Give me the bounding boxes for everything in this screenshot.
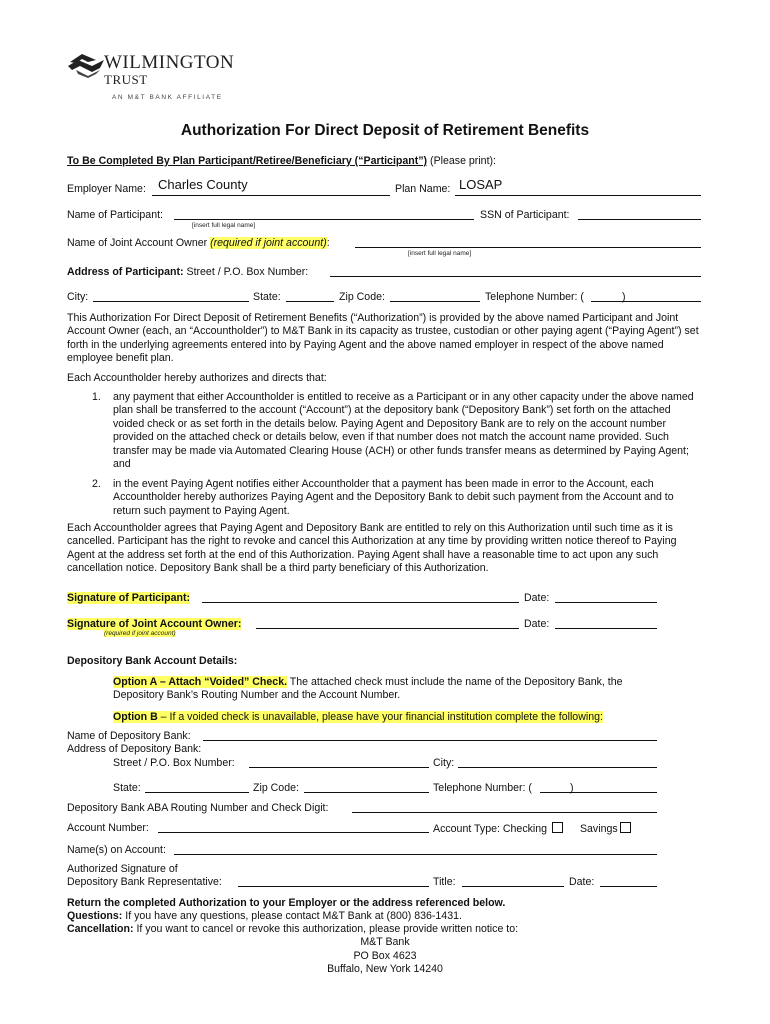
bank-state-field[interactable] <box>145 780 249 793</box>
intro-paragraph: This Authorization For Direct Deposit of Retirement Benefits (“Authorization”) is provided by the above named Participant and Joint Account Owner (each, an “Accountholder”) to M&T Bank in its capacity as trustee, custodian or other paying agent (“Paying Agent”) set forth in the underlying agreements entered into by Paying Agent and the above named employer in respect of the above named employee benefit plan. <box>67 312 699 365</box>
joint-owner-label <box>67 237 330 249</box>
address-label-rest: Street / P.O. Box Number: <box>183 266 309 278</box>
savings-checkbox[interactable] <box>620 822 631 833</box>
city-label: City: <box>67 291 89 303</box>
logo-name-line1: WILMINGTON <box>104 52 235 73</box>
bank-phone-field[interactable] <box>540 780 657 793</box>
bank-phone-close: ) <box>570 782 574 794</box>
bank-name-label: Name of Depository Bank: <box>67 730 191 742</box>
participant-signature-date-field[interactable] <box>555 590 657 603</box>
joint-signature-date-label: Date: <box>524 618 550 630</box>
savings-label: Savings <box>579 823 618 835</box>
option-a <box>113 676 665 703</box>
directs-paragraph: Each Accountholder hereby authorizes and directs that: <box>67 372 327 384</box>
auth-signature-label-1: Authorized Signature of <box>67 863 178 875</box>
joint-signature-label: Signature of Joint Account Owner: <box>67 618 242 630</box>
bank-city-label: City: <box>433 757 455 769</box>
page-title: Authorization For Direct Deposit of Retirement Benefits <box>180 122 590 139</box>
item2-text: in the event Paying Agent notifies either Accountholder that a payment has been made in error to the Account, each Accountholder hereby authorizes Paying Agent and the Depository Bank to debit such payment from the Account and to return such payment to Paying Agent. <box>113 478 674 517</box>
participant-signature-field[interactable] <box>202 590 519 603</box>
questions <box>67 910 462 922</box>
return-instructions: Return the completed Authorization to your Employer or the address referenced below. <box>67 897 506 909</box>
plan-name-value: LOSAP <box>459 177 503 192</box>
cancellation <box>67 923 518 935</box>
bank-details-heading: Depository Bank Account Details: <box>67 655 238 667</box>
option-a-rest: The attached check must include the name of the Depository Bank, the Depository Bank’s Routing Number and the Account Number. <box>113 676 623 702</box>
state-field[interactable] <box>286 289 334 302</box>
bank-city-field[interactable] <box>458 755 657 768</box>
option-b-rest: – If a voided check is unavailable, please have your financial institution complete the following: <box>157 711 603 723</box>
bank-zip-label: Zip Code: <box>253 782 299 794</box>
account-type <box>433 822 631 835</box>
auth-title-label: Title: <box>433 876 456 888</box>
joint-signature-note-text: (required if joint account) <box>104 630 176 637</box>
joint-signature-field[interactable] <box>256 616 519 629</box>
joint-owner-note: (required if joint account) <box>210 237 327 249</box>
auth-signature-label-2: Depository Bank Representative: <box>67 876 222 888</box>
logo-affiliate: AN M&T BANK AFFILIATE <box>112 94 223 101</box>
address-label <box>67 266 308 278</box>
option-a-bold: Option A – Attach “Voided” Check. <box>113 676 288 688</box>
joint-owner-field[interactable] <box>355 235 701 248</box>
cancellation-bold: Cancellation: <box>67 923 134 935</box>
joint-signature-note <box>104 630 176 637</box>
questions-bold: Questions: <box>67 910 123 922</box>
account-type-label: Account Type: Checking <box>433 823 548 835</box>
auth-date-label: Date: <box>569 876 595 888</box>
address-field[interactable] <box>330 264 701 277</box>
cancellation-rest: If you want to cancel or revoke this authorization, please provide written notice to: <box>133 923 519 935</box>
mailing-address-line3: Buffalo, New York 14240 <box>327 963 443 975</box>
aba-field[interactable] <box>352 800 657 813</box>
participant-signature-label: Signature of Participant: <box>67 592 191 604</box>
ssn-field[interactable] <box>578 207 701 220</box>
item1-text: any payment that either Accountholder is entitled to receive as a Participant or in any other capacity under the above named plan shall be transferred to the account (“Account”) at the depository bank (“Depository Bank”) set forth on the attached voided check or as set forth in the details below. Paying Agent and Depository Bank are to rely on the account number provided on the attached check or details below, even if that number does not match the account name provided. Such transfer may be made via Automated Clearing House (ACH) or other funds transfer means as determined by Paying Agent; and <box>113 391 694 471</box>
bank-state-label: State: <box>113 782 141 794</box>
option-b <box>113 711 673 724</box>
bank-address-label: Address of Depository Bank: <box>67 743 202 755</box>
bank-name-field[interactable] <box>203 728 657 741</box>
joint-owner-hint: [insert full legal name] <box>408 250 472 257</box>
employer-name-field[interactable] <box>152 177 390 196</box>
names-on-account-label: Name(s) on Account: <box>67 844 166 856</box>
joint-signature-date-field[interactable] <box>555 616 657 629</box>
address-label-bold: Address of Participant: <box>67 266 184 278</box>
participant-name-hint: [insert full legal name] <box>192 222 256 229</box>
state-label: State: <box>253 291 281 303</box>
plan-name-field[interactable] <box>455 177 701 196</box>
wilmington-logo-icon <box>66 50 106 80</box>
instructions-bold: To Be Completed By Plan Participant/Retiree/Beneficiary (“Participant”) <box>67 155 428 167</box>
instructions-rest: (Please print): <box>427 155 496 167</box>
mailing-address-line2: PO Box 4623 <box>353 950 417 962</box>
plan-label: Plan Name: <box>395 183 451 195</box>
phone-field[interactable] <box>591 289 701 302</box>
phone-label: Telephone Number: ( <box>485 291 584 303</box>
logo <box>66 48 266 108</box>
questions-rest: If you have any questions, please contact M&T Bank at (800) 836-1431. <box>122 910 462 922</box>
bank-street-label: Street / P.O. Box Number: <box>113 757 235 769</box>
mailing-address-line1: M&T Bank <box>360 936 410 948</box>
city-field[interactable] <box>93 289 249 302</box>
phone-close: ) <box>622 291 626 303</box>
bank-street-field[interactable] <box>249 755 429 768</box>
agrees-paragraph: Each Accountholder agrees that Paying Agent and Depository Bank are entitled to rely on this Authorization until such time as it is cancelled. Participant has the right to revoke and cancel this Authorization at any time by providing written notice thereof to Paying Agent at the address set forth at the end of this Authorization. Paying Agent shall have a reasonable time to act upon any such cancellation notice. Depository Bank shall be a third party beneficiary of this Authorization. <box>67 522 677 575</box>
joint-owner-colon: : <box>326 237 330 249</box>
employer-name-value: Charles County <box>158 177 248 192</box>
item2-number: 2. <box>92 478 101 490</box>
auth-signature-field[interactable] <box>238 874 429 887</box>
employer-label: Employer Name: <box>67 183 146 195</box>
participant-name-label: Name of Participant: <box>67 209 163 221</box>
account-number-label: Account Number: <box>67 822 149 834</box>
aba-label: Depository Bank ABA Routing Number and Check Digit: <box>67 802 329 814</box>
participant-name-field[interactable] <box>174 207 474 220</box>
auth-date-field[interactable] <box>600 874 657 887</box>
auth-title-field[interactable] <box>462 874 564 887</box>
item1-number: 1. <box>92 391 101 403</box>
names-on-account-field[interactable] <box>174 842 657 855</box>
logo-name-line2: TRUST <box>104 72 148 87</box>
bank-zip-field[interactable] <box>304 780 429 793</box>
option-b-bold: Option B <box>113 711 158 723</box>
ssn-label: SSN of Participant: <box>480 209 570 221</box>
zip-label: Zip Code: <box>339 291 385 303</box>
participant-signature-date-label: Date: <box>524 592 550 604</box>
checking-checkbox[interactable] <box>552 822 563 833</box>
instructions <box>67 155 496 167</box>
zip-field[interactable] <box>390 289 480 302</box>
account-number-field[interactable] <box>158 820 429 833</box>
joint-owner-label-text: Name of Joint Account Owner <box>67 237 211 249</box>
bank-phone-label: Telephone Number: ( <box>433 782 532 794</box>
